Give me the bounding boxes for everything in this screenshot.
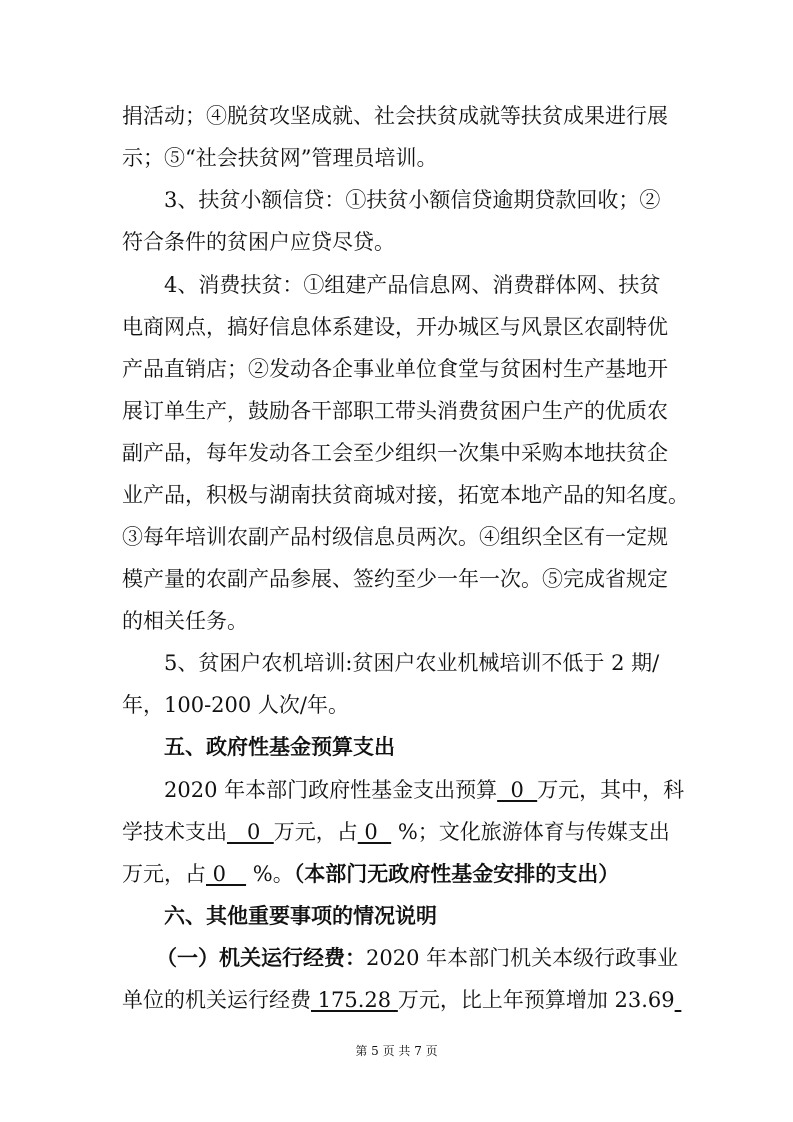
fund-percent: 0 <box>206 862 247 886</box>
para-text: 2020 年本部门机关本级行政事业 <box>366 946 679 970</box>
fund-text: 万元，占 <box>122 862 206 886</box>
para-text: 单位的机关运行经费 <box>122 988 311 1012</box>
section-heading: 六、其他重要事项的情况说明 <box>164 903 437 928</box>
cost-value: 175.28 <box>311 988 398 1012</box>
para-text: 万元，比上年预算增加 23.69 <box>397 988 675 1012</box>
body-line: 电商网点，搞好信息体系建设，开办城区与风景区农副特优 <box>122 315 668 339</box>
fund-percent: 0 <box>357 820 392 844</box>
body-line: 3、扶贫小额信贷：①扶贫小额信贷逾期贷款回收；② <box>164 188 661 212</box>
body-line: 5、贫困户农机培训:贫困户农业机械培训不低于 2 期/ <box>164 651 660 675</box>
page-footer: 第 5 页 共 7 页 <box>355 1044 438 1058</box>
body-line: 年，100-200 人次/年。 <box>122 693 350 717</box>
fund-text: 万元，其中，科 <box>537 778 685 802</box>
body-line: 模产量的农副产品参展、签约至少一年一次。⑤完成省规定 <box>122 567 668 591</box>
body-line: 符合条件的贫困户应贷尽贷。 <box>122 230 395 254</box>
body-line: 产品直销店；②发动各企事业单位食堂与贫困村生产基地开 <box>122 357 668 381</box>
fund-text: 学技术支出 <box>122 820 227 844</box>
fund-line-1 <box>164 776 684 804</box>
body-line: 副产品，每年发动各工会至少组织一次集中采购本地扶贫企 <box>122 441 668 465</box>
body-line: 示；⑤“社会扶贫网”管理员培训。 <box>122 146 438 170</box>
body-line: 展订单生产，鼓励各干部职工带头消费贫困户生产的优质农 <box>122 399 668 423</box>
body-line: 4、消费扶贫：①组建产品信息网、消费群体网、扶贫 <box>164 273 661 297</box>
body-line: 捐活动；④脱贫攻坚成就、社会扶贫成就等扶贫成果进行展 <box>122 104 668 128</box>
fund-line-3 <box>122 860 619 888</box>
body-line: 的相关任务。 <box>122 609 248 633</box>
fund-text: %；文化旅游体育与传媒支出 <box>391 820 670 844</box>
fund-value: 0 <box>497 778 538 802</box>
fund-text: %。 <box>246 862 294 886</box>
body-line: ③每年培训农副产品村级信息员两次。④组织全区有一定规 <box>122 525 668 549</box>
para-text <box>675 988 682 1012</box>
para-line <box>156 944 678 972</box>
fund-line-2 <box>122 818 670 846</box>
fund-text: 万元，占 <box>273 820 358 844</box>
subsection-title: （一）机关运行经费： <box>156 945 366 970</box>
fund-value: 0 <box>227 820 274 844</box>
para-line <box>122 986 681 1014</box>
fund-note: （本部门无政府性基金安排的支出） <box>293 861 620 886</box>
section-heading: 五、政府性基金预算支出 <box>164 734 395 759</box>
body-line: 业产品，积极与湖南扶贫商城对接，拓宽本地产品的知名度。 <box>122 483 689 507</box>
fund-text: 2020 年本部门政府性基金支出预算 <box>164 778 498 802</box>
